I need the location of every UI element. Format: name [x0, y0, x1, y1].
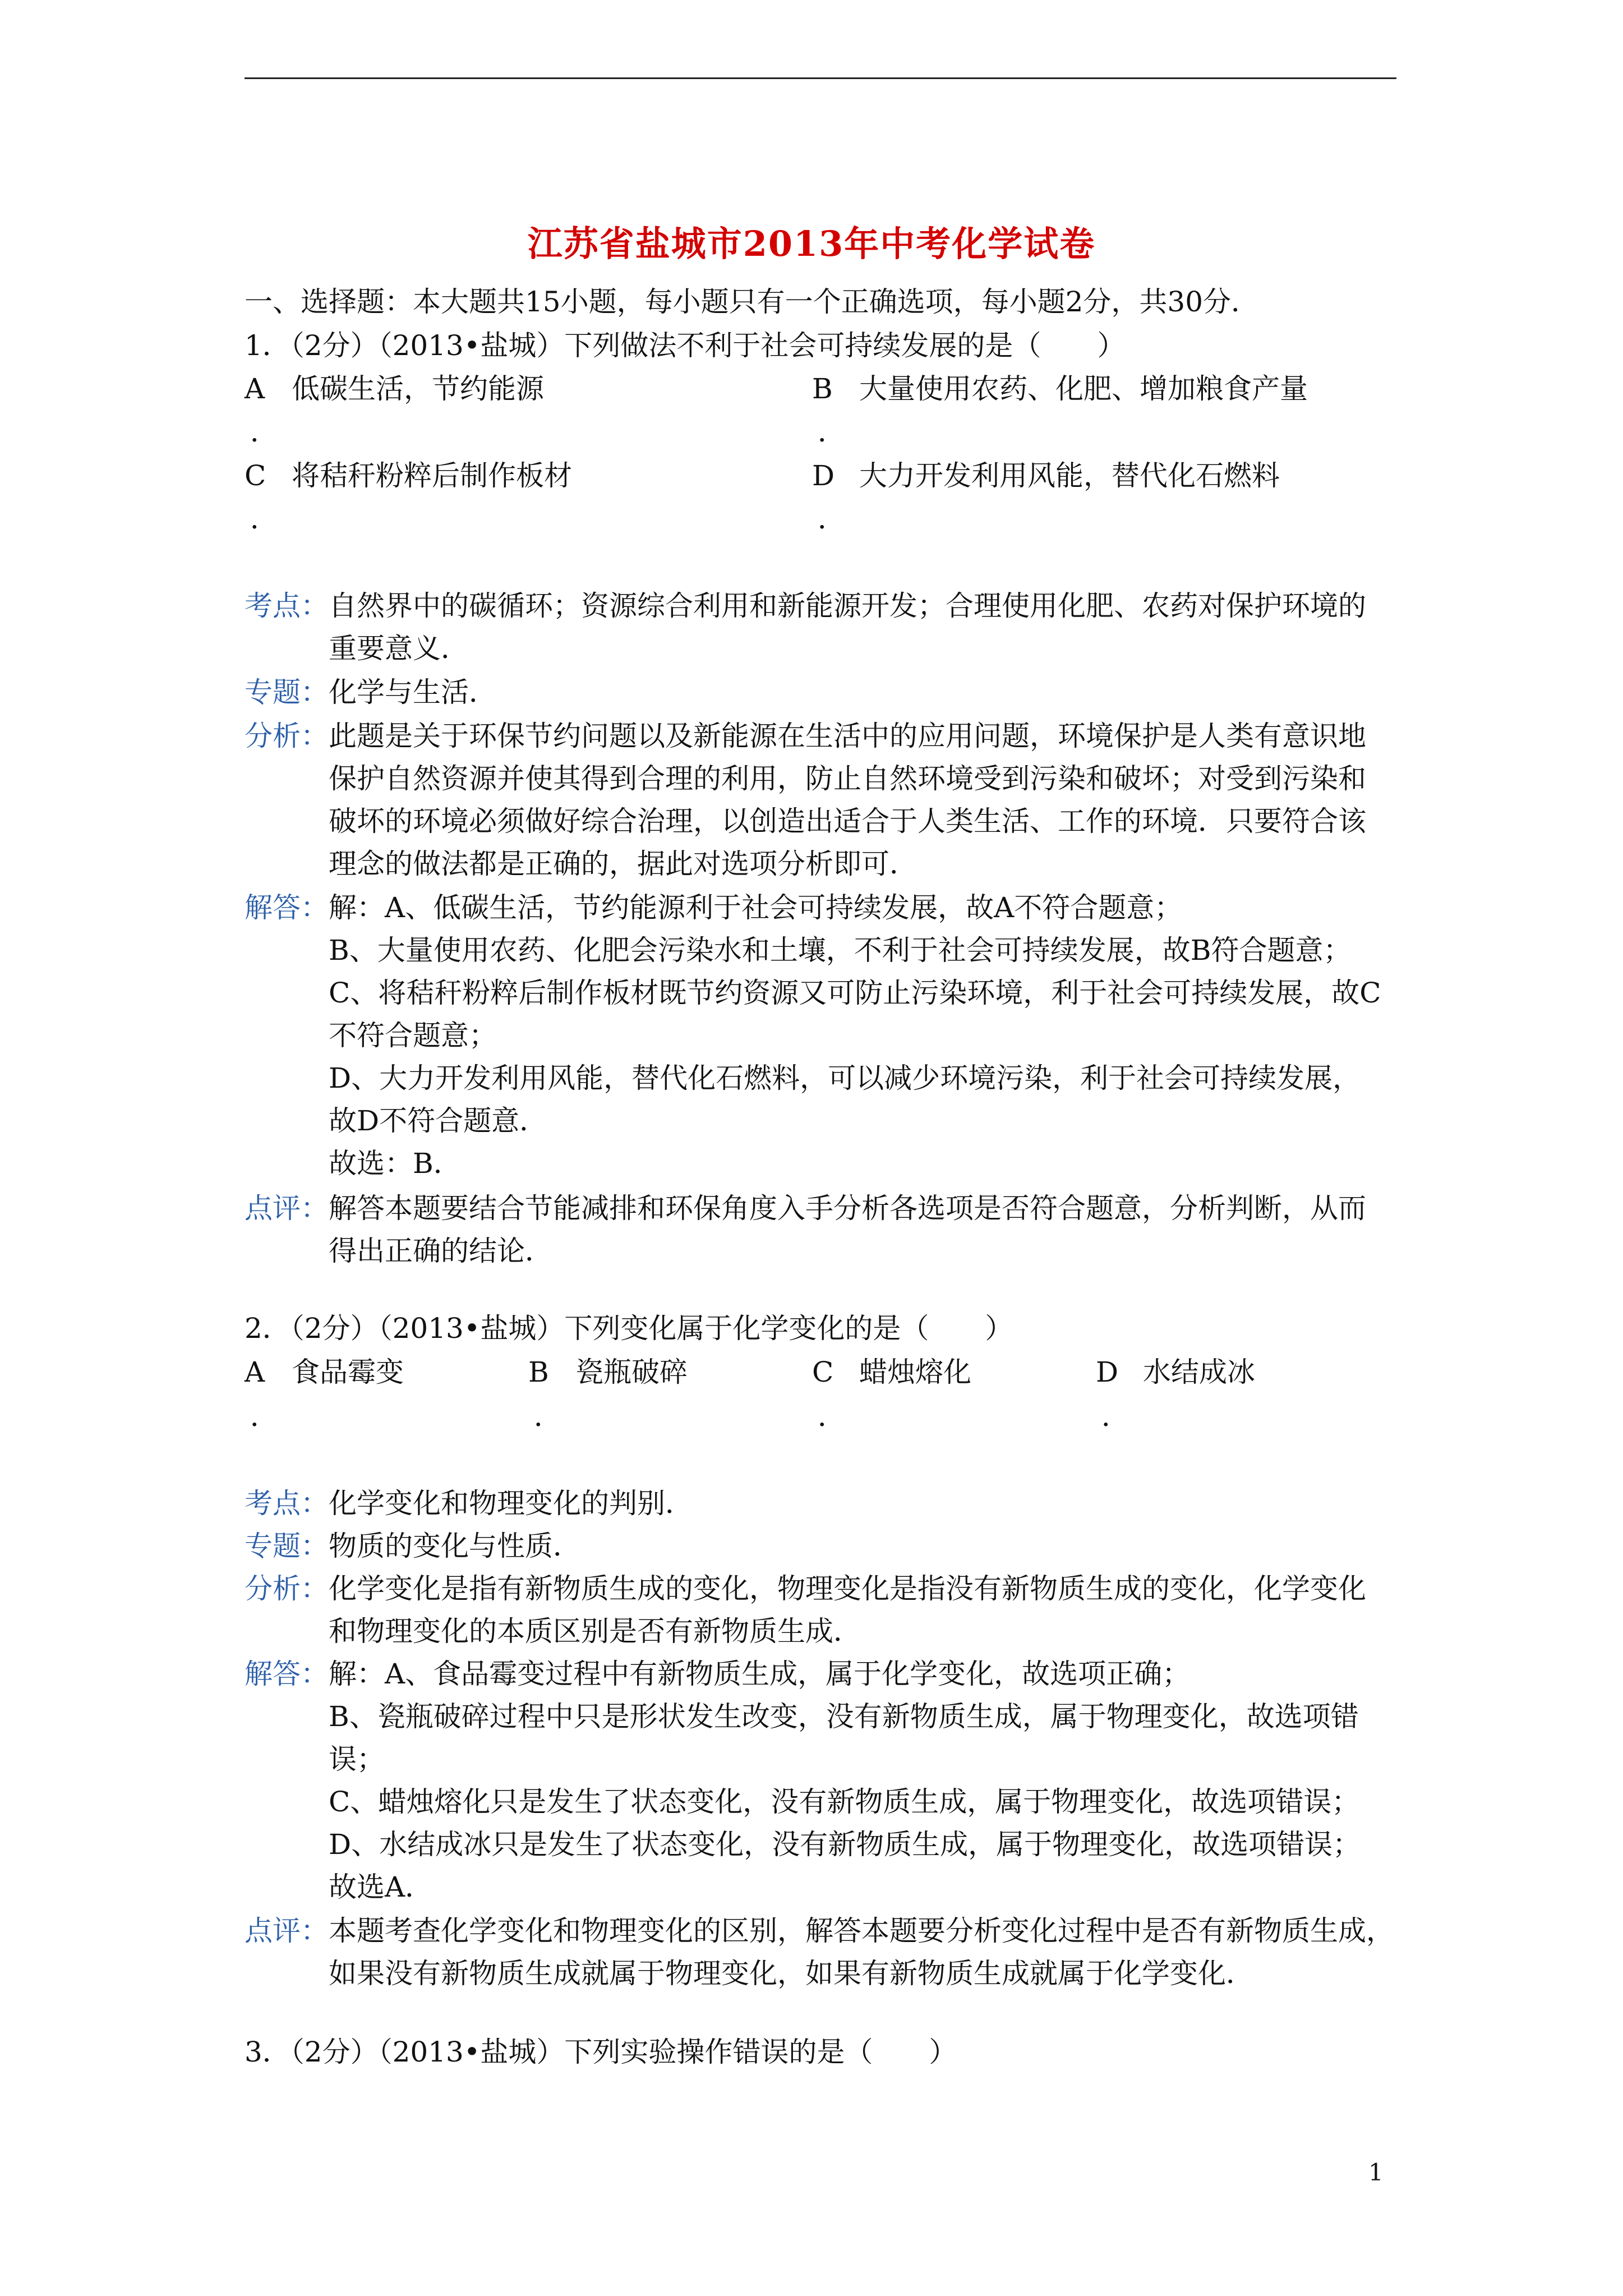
q2-option-a-dot: ． [250, 1400, 278, 1433]
q1-kaodian-label: 考点： [245, 590, 329, 622]
q1-dianping-label: 点评： [245, 1192, 329, 1225]
q2-jieda-line: 误； [329, 1743, 385, 1775]
q2-option-d-text: 水结成冰 [1143, 1356, 1255, 1388]
q1-jieda-label: 解答： [245, 891, 329, 924]
q1-stem: 1．（2分）（2013•盐城）下列做法不利于社会可持续发展的是（ ） [245, 329, 1126, 362]
q1-fenxi-line: 理念的做法都是正确的，据此对选项分析即可． [329, 848, 917, 880]
section-heading: 一、选择题：本大题共15小题，每小题只有一个正确选项，每小题2分，共30分． [245, 286, 1260, 318]
q2-dianping-label: 点评： [245, 1915, 329, 1947]
page-number: 1 [1368, 2159, 1384, 2186]
q1-kaodian-line: 重要意义． [329, 632, 469, 665]
q2-option-d-letter: D [1096, 1356, 1119, 1388]
q2-kaodian: 化学变化和物理变化的判别． [329, 1487, 693, 1520]
q2-kaodian-label: 考点： [245, 1487, 329, 1520]
q1-zhuanti: 化学与生活． [329, 676, 497, 708]
q1-option-c-letter: C [245, 459, 266, 492]
q1-fenxi-line: 此题是关于环保节约问题以及新能源在生活中的应用问题，环境保护是人类有意识地 [329, 720, 1366, 752]
q2-option-c-dot: ． [818, 1400, 846, 1433]
header-rule [245, 77, 1396, 79]
q2-option-c-letter: C [812, 1356, 834, 1388]
q1-option-d-text: 大力开发利用风能，替代化石燃料 [859, 459, 1280, 492]
q1-dianping-line: 得出正确的结论． [329, 1235, 553, 1267]
q1-dianping-line: 解答本题要结合节能减排和环保角度入手分析各选项是否符合题意，分析判断，从而 [329, 1192, 1366, 1225]
q1-option-d-letter: D [812, 459, 835, 492]
q1-jieda-line: 不符合题意； [329, 1019, 497, 1052]
q2-stem: 2．（2分）（2013•盐城）下列变化属于化学变化的是（ ） [245, 1312, 1013, 1345]
q2-jieda-line: C、蜡烛熔化只是发生了状态变化，没有新物质生成，属于物理变化，故选项错误； [329, 1786, 1360, 1818]
q2-jieda-line: 解：A、食品霉变过程中有新物质生成，属于化学变化，故选项正确； [329, 1658, 1191, 1690]
q1-option-a-letter: A [245, 372, 265, 405]
q2-jieda-label: 解答： [245, 1658, 329, 1690]
q2-jieda-line: B、瓷瓶破碎过程中只是形状发生改变，没有新物质生成，属于物理变化，故选项错 [329, 1700, 1359, 1733]
q2-zhuanti: 物质的变化与性质． [329, 1530, 581, 1562]
q1-option-c-text: 将秸秆粉粹后制作板材 [292, 459, 572, 492]
q1-fenxi-label: 分析： [245, 720, 329, 752]
q2-option-b-dot: ． [534, 1400, 562, 1433]
q2-zhuanti-label: 专题： [245, 1530, 329, 1562]
q1-option-c-dot: ． [250, 503, 278, 535]
q2-option-a-text: 食品霉变 [292, 1356, 404, 1388]
q2-fenxi-line: 和物理变化的本质区别是否有新物质生成． [329, 1615, 861, 1648]
q2-option-d-dot: ． [1101, 1400, 1129, 1433]
q2-fenxi-line: 化学变化是指有新物质生成的变化，物理变化是指没有新物质生成的变化，化学变化 [329, 1572, 1366, 1605]
q1-jieda-line: 解：A、低碳生活，节约能源利于社会可持续发展，故A不符合题意； [329, 891, 1183, 924]
q1-zhuanti-label: 专题： [245, 676, 329, 708]
q3-stem: 3．（2分）（2013•盐城）下列实验操作错误的是（ ） [245, 2036, 957, 2068]
q1-jieda-line: 故选：B． [329, 1147, 462, 1180]
q1-fenxi-line: 破坏的环境必须做好综合治理，以创造出适合于人类生活、工作的环境．只要符合该 [329, 805, 1366, 838]
q1-option-a-dot: ． [250, 416, 278, 448]
page-title: 江苏省盐城市2013年中考化学试卷 [527, 223, 1096, 264]
q1-option-b-dot: ． [818, 416, 846, 448]
q1-jieda-line: C、将秸秆粉粹后制作板材既节约资源又可防止污染环境，利于社会可持续发展，故C [329, 977, 1381, 1009]
q2-jieda-line: D、水结成冰只是发生了状态变化，没有新物质生成，属于物理变化，故选项错误； [329, 1828, 1361, 1861]
q1-jieda-line: 故D不符合题意． [329, 1105, 548, 1137]
q1-kaodian-line: 自然界中的碳循环；资源综合利用和新能源开发；合理使用化肥、农药对保护环境的 [329, 590, 1366, 622]
q1-option-b-text: 大量使用农药、化肥、增加粮食产量 [859, 372, 1308, 405]
q2-jieda-line: 故选A． [329, 1871, 434, 1903]
q1-option-b-letter: B [812, 372, 833, 405]
q2-dianping-line: 如果没有新物质生成就属于物理变化，如果有新物质生成就属于化学变化． [329, 1957, 1254, 1990]
q1-option-a-text: 低碳生活，节约能源 [292, 372, 544, 405]
q2-option-b-text: 瓷瓶破碎 [575, 1356, 688, 1388]
q2-dianping-line: 本题考查化学变化和物理变化的区别，解答本题要分析变化过程中是否有新物质生成， [329, 1915, 1394, 1947]
q2-fenxi-label: 分析： [245, 1572, 329, 1605]
q1-jieda-line: B、大量使用农药、化肥会污染水和土壤，不利于社会可持续发展，故B符合题意； [329, 934, 1352, 967]
q1-fenxi-line: 保护自然资源并使其得到合理的利用，防止自然环境受到污染和破坏；对受到污染和 [329, 762, 1366, 795]
q2-option-b-letter: B [528, 1356, 549, 1388]
q1-jieda-line: D、大力开发利用风能，替代化石燃料，可以减少环境污染，利于社会可持续发展， [329, 1062, 1361, 1094]
q1-option-d-dot: ． [818, 503, 846, 535]
q2-option-c-text: 蜡烛熔化 [859, 1356, 971, 1388]
q2-option-a-letter: A [245, 1356, 265, 1388]
